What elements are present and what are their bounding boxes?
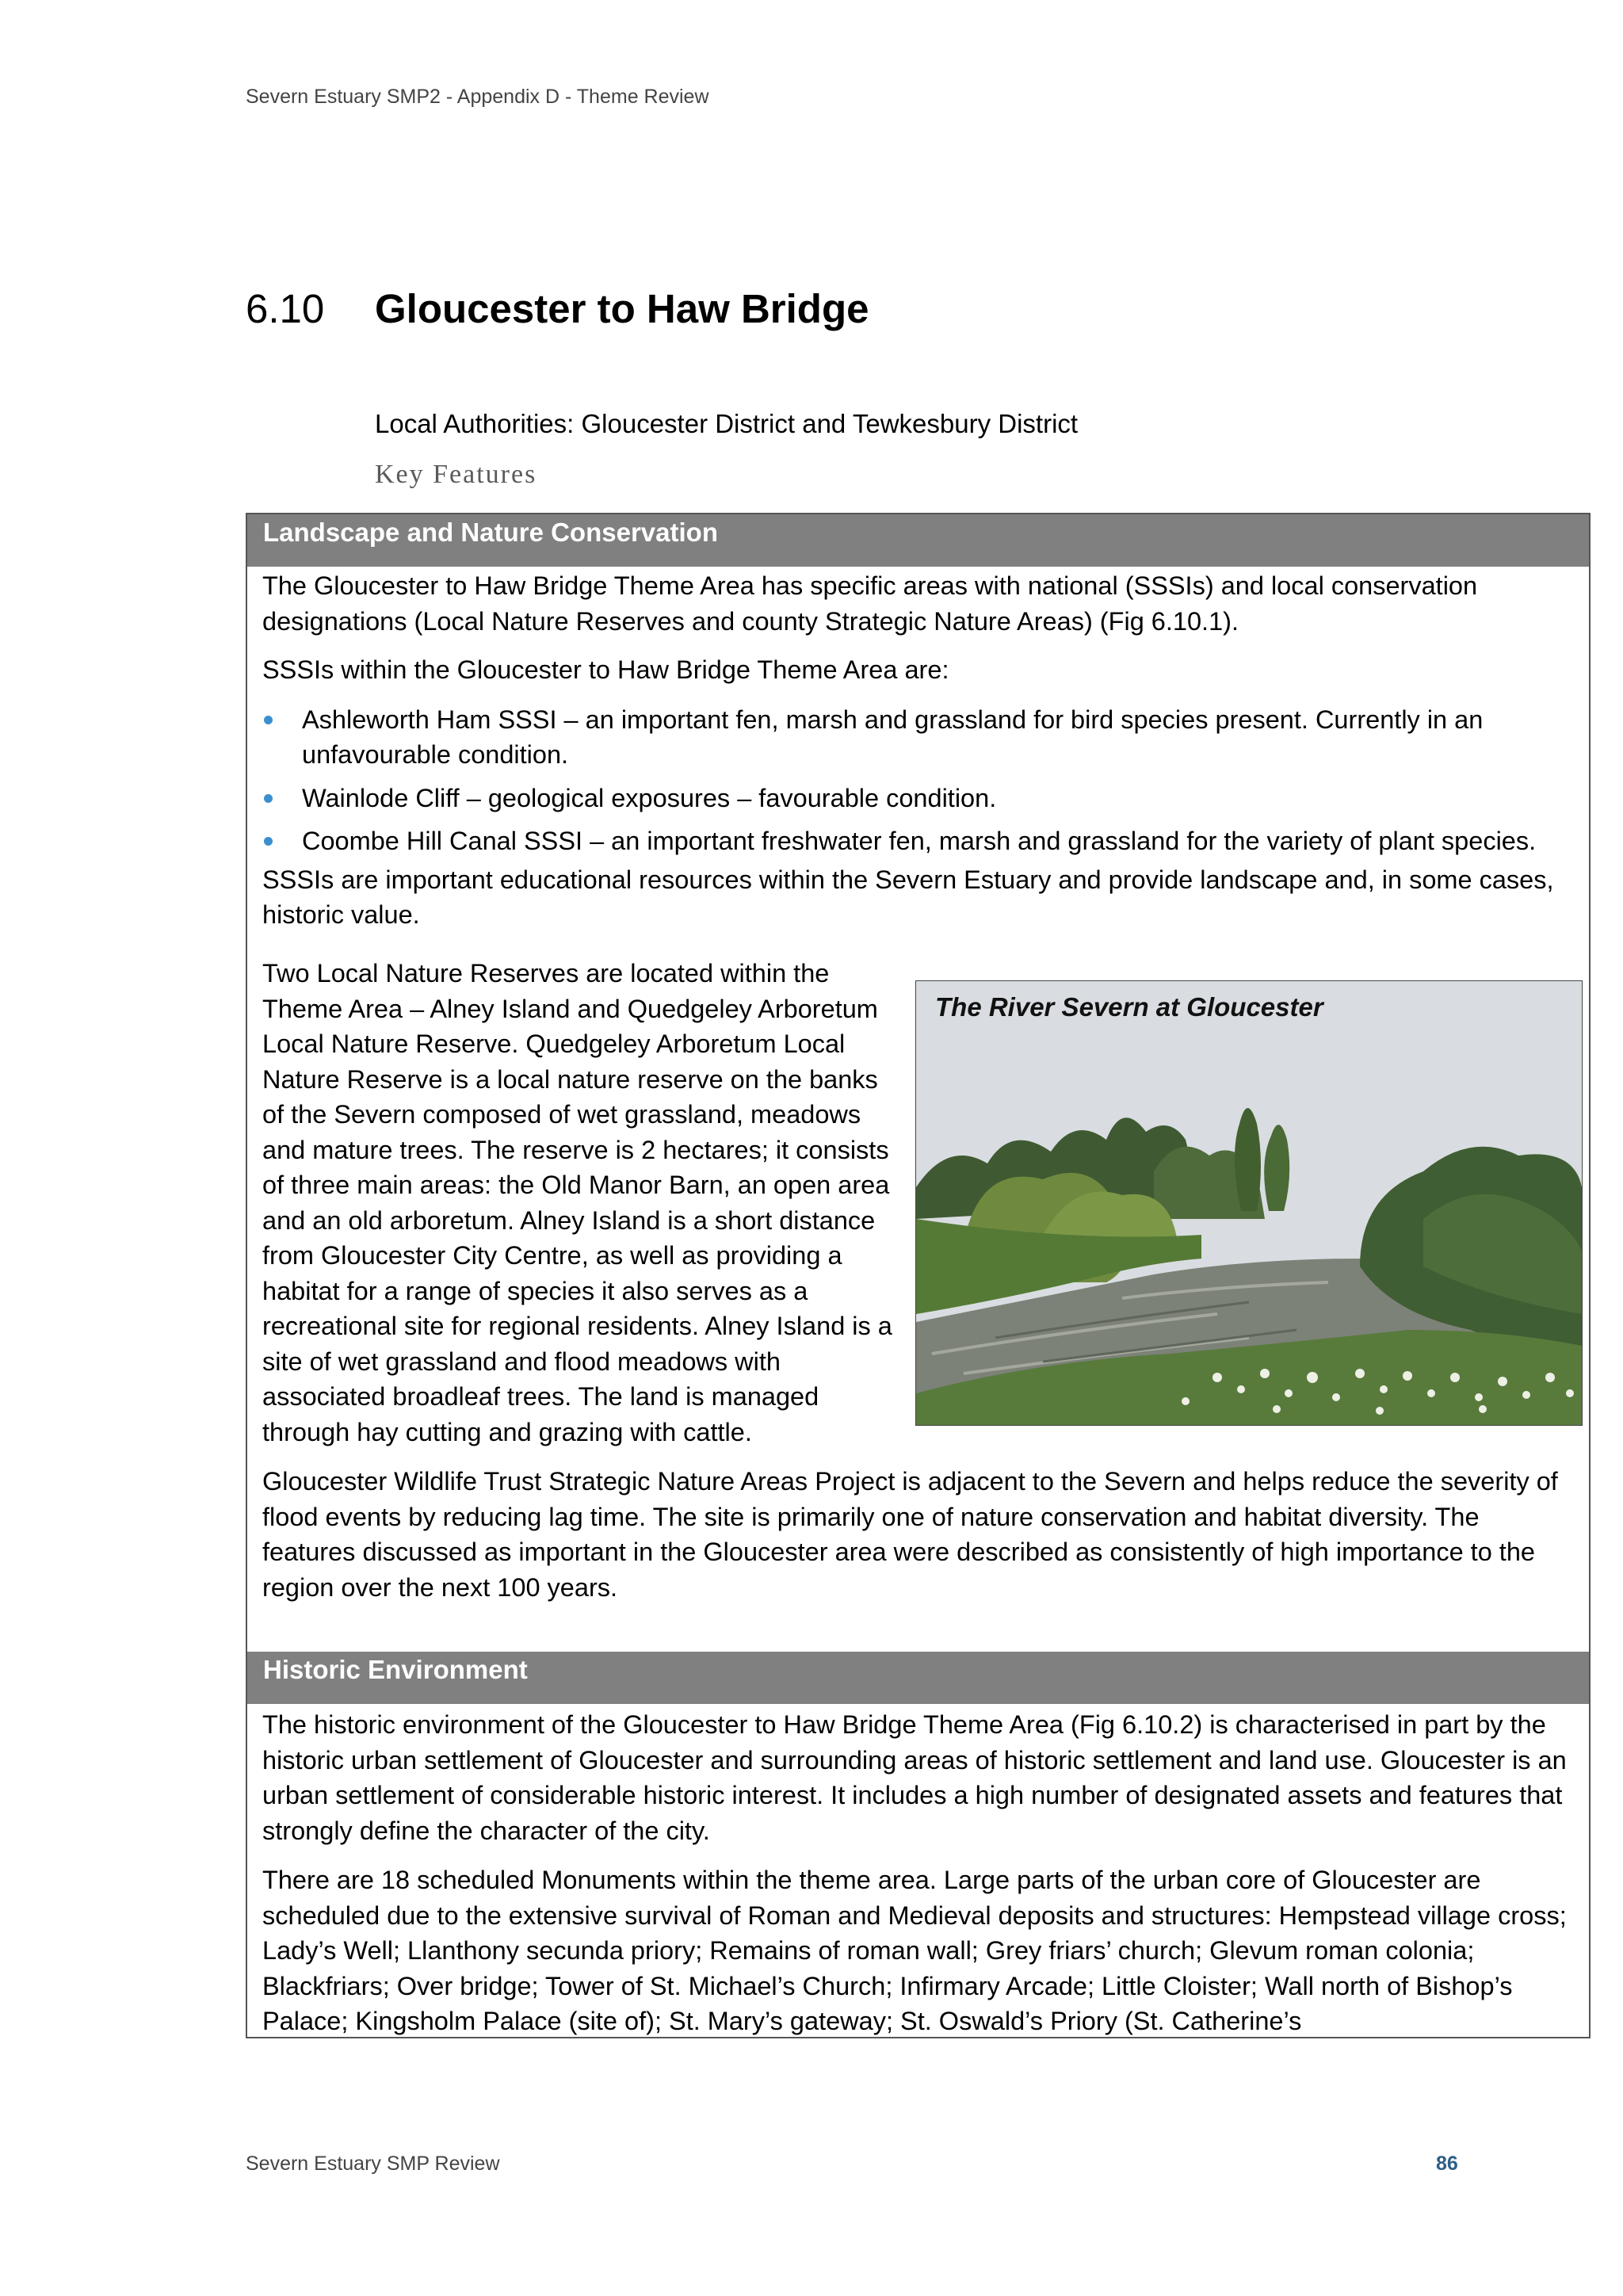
sssi-item-text: Ashleworth Ham SSSI – an important fen, marsh and grassland for bird species present. Currently in an unfavourable condition. xyxy=(302,705,1484,769)
running-header: Severn Estuary SMP2 - Appendix D - Theme Review xyxy=(246,86,709,108)
landscape-paragraph-1: The Gloucester to Haw Bridge Theme Area has specific areas with national (SSSIs) and local conservation designations (Local Nature Reserves and county Strategic Nature Areas) (Fig 6.10.1). xyxy=(262,571,1478,636)
historic-paragraph-2: There are 18 scheduled Monuments within the theme area. Large parts of the urban core of Gloucester are scheduled due to the extensive survival of Roman and Medieval deposits and structures: Hempstead village cross; Lady’s Well; Llanthony secunda priory; Remains of roman wall; Grey friars’ church; Glevum roman colonia; Blackfriars; Over bridge; Tower of St. Michael’s Church; Infirmary Arcade; Little Cloister; Wall north of Bishop’s Palace; Kingsholm Palace (site of); St. Mary’s gateway; St. Oswald’s Priory (St. Catherine’s xyxy=(262,1866,1567,2035)
running-footer: Severn Estuary SMP Review xyxy=(246,2153,500,2175)
historic-paragraph-1: The historic environment of the Gloucester to Haw Bridge Theme Area (Fig 6.10.2) is characterised in part by the historic urban settlement of Gloucester and surrounding areas of historic settlement and land use. Gloucester is an urban settlement of considerable historic interest. It includes a high number of designated assets and features that strongly define the character of the city. xyxy=(262,1710,1567,1845)
section-title: Gloucester to Haw Bridge xyxy=(375,286,869,331)
landscape-heading: Landscape and Nature Conservation xyxy=(247,514,1589,567)
bullet-icon xyxy=(264,716,273,724)
section-number: 6.10 xyxy=(246,286,325,331)
list-item xyxy=(262,781,1575,816)
landscape-content xyxy=(262,567,1575,933)
key-features-table xyxy=(246,513,1591,2038)
list-item xyxy=(262,702,1575,773)
river-photo-image xyxy=(916,981,1582,1425)
page-number: 86 xyxy=(1436,2153,1458,2175)
key-features-label: Key Features xyxy=(375,460,537,489)
local-authorities: Local Authorities: Gloucester District and Tewkesbury District xyxy=(375,409,1079,438)
historic-heading: Historic Environment xyxy=(247,1652,1589,1704)
list-item xyxy=(262,823,1575,859)
bullet-icon xyxy=(264,794,273,803)
photo-caption: The River Severn at Gloucester xyxy=(935,992,1323,1022)
landscape-paragraph-4: Two Local Nature Reserves are located within the Theme Area – Alney Island and Quedgeley Arboretum Local Nature Reserve. Quedgeley Arboretum Local Nature Reserve is a local nature reserve on the banks of the Severn composed of wet grassland, meadows and mature trees. The reserve is 2 hectares; it consists of three main areas: the Old Manor Barn, an open area and an old arboretum. Alney Island is a short distance from Gloucester City Centre, as well as providing a habitat for a range of species it also serves as a recreational site for regional residents. Alney Island is a site of wet grassland and flood meadows with associated broadleaf trees. The land is managed through hay cutting and grazing with cattle. xyxy=(262,959,892,1446)
landscape-paragraph-2: SSSIs within the Gloucester to Haw Bridge Theme Area are: xyxy=(262,655,949,684)
sssi-item-text: Coombe Hill Canal SSSI – an important freshwater fen, marsh and grassland for the variety of plant species. xyxy=(302,827,1537,855)
historic-content xyxy=(262,1707,1575,2039)
sssi-list xyxy=(262,702,1575,859)
river-severn-photo xyxy=(915,980,1583,1426)
landscape-paragraph-5: Gloucester Wildlife Trust Strategic Nature Areas Project is adjacent to the Severn and helps reduce the severity of flood events by reducing lag time. The site is primarily one of nature conservation and habitat diversity. The features discussed as important in the Gloucester area were described as consistently of high importance to the region over the next 100 years. xyxy=(262,1467,1558,1602)
bullet-icon xyxy=(264,837,273,846)
sssi-item-text: Wainlode Cliff – geological exposures – favourable condition. xyxy=(302,783,997,812)
landscape-paragraph-3: SSSIs are important educational resources within the Severn Estuary and provide landscape and, in some cases, historic value. xyxy=(262,865,1554,929)
